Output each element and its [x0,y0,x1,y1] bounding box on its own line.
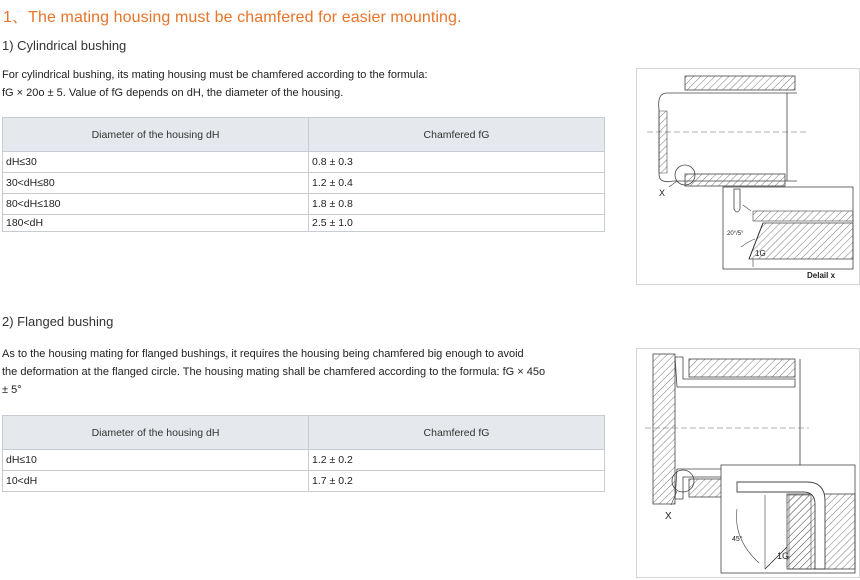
cell-chamfer: 2.5 ± 1.0 [309,215,605,232]
flanged-fg-label: 1G [777,551,790,561]
section-title: 1、The mating housing must be chamfered for easier mounting. [3,9,462,26]
flanged-text-line-1: As to the housing mating for flanged bushings, it requires the housing being chamfered big enough to avoid [2,348,524,360]
table-row [3,471,605,492]
table-row [3,215,605,232]
flanged-chamfer-figure [636,348,860,578]
table-header-row [3,416,605,450]
table-row [3,173,605,194]
cell-chamfer: 1.8 ± 0.8 [309,194,605,215]
cell-chamfer: 1.2 ± 0.4 [309,173,605,194]
cylindrical-x-label: X [659,188,666,198]
cell-diameter: 30<dH≤80 [3,173,309,194]
cylindrical-fg-label: 1G [755,249,766,258]
table-row [3,194,605,215]
table-header-row [3,118,605,152]
column-header-chamfer: Chamfered fG [309,416,605,450]
cylindrical-chamfer-figure [636,68,860,285]
cylindrical-text-line-1: For cylindrical bushing, its mating housing must be chamfered according to the formula: [2,69,428,81]
flanged-angle-label: 45° [732,536,743,543]
flanged-table [2,415,605,492]
flanged-heading: 2) Flanged bushing [2,314,114,329]
cell-diameter: 10<dH [3,471,309,492]
cylindrical-detail-label: Delail x [807,271,836,280]
cylindrical-angle-label: 20°/5° [727,231,744,237]
cell-chamfer: 1.7 ± 0.2 [309,471,605,492]
column-header-chamfer: Chamfered fG [309,118,605,152]
flanged-x-label: X [665,511,672,522]
flanged-text-line-2: the deformation at the flanged circle. The housing mating shall be chamfered according to the formula: fG × 45o [2,366,546,378]
cell-diameter: 80<dH≤180 [3,194,309,215]
cylindrical-heading: 1) Cylindrical bushing [2,38,127,53]
cylindrical-text-line-2: fG × 20o ± 5. Value of fG depends on dH, the diameter of the housing. [2,87,344,99]
cell-diameter: dH≤10 [3,450,309,471]
flanged-text-line-3: ± 5° [2,384,22,396]
cell-chamfer: 0.8 ± 0.3 [309,152,605,173]
table-row [3,152,605,173]
cell-diameter: 180<dH [3,215,309,232]
table-row [3,450,605,471]
cylindrical-table [2,117,605,232]
cell-chamfer: 1.2 ± 0.2 [309,450,605,471]
column-header-diameter: Diameter of the housing dH [3,416,309,450]
cell-diameter: dH≤30 [3,152,309,173]
column-header-diameter: Diameter of the housing dH [3,118,309,152]
